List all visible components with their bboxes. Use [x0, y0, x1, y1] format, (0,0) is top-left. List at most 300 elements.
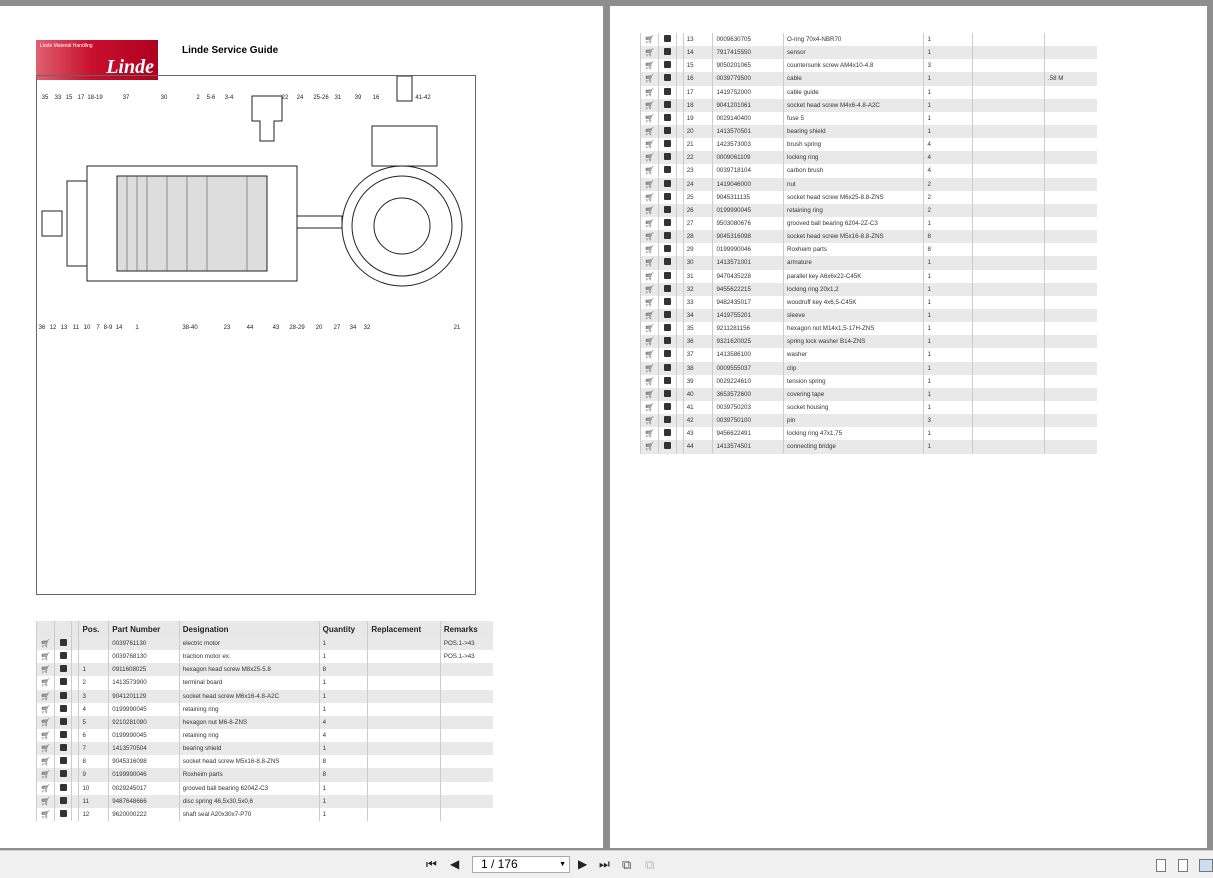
- two-page-view-icon[interactable]: [1199, 859, 1213, 872]
- previous-page-button[interactable]: ◀: [450, 857, 460, 871]
- bag-button[interactable]: [658, 191, 676, 204]
- table-cell: shaft seal A20x30x7-P70: [179, 808, 319, 821]
- table-cell: socket head screw M5x16-8.8-ZNS: [179, 755, 319, 768]
- table-cell: 22: [683, 151, 713, 164]
- callout-label: 44: [246, 325, 254, 331]
- table-cell: [972, 243, 1044, 256]
- table-cell: 25: [683, 191, 713, 204]
- column-header[interactable]: Replacement: [368, 621, 441, 637]
- bag-icon: [664, 88, 671, 95]
- add-to-cart-button[interactable]: [37, 742, 55, 755]
- callout-label: 24: [296, 95, 304, 101]
- table-cell: [972, 388, 1044, 401]
- table-cell: [1044, 375, 1097, 388]
- add-to-cart-button[interactable]: [37, 637, 55, 650]
- bag-icon: [664, 127, 671, 134]
- spacer-cell: [676, 217, 683, 230]
- add-to-cart-button[interactable]: [641, 59, 659, 72]
- table-cell: connecting bridge: [784, 440, 924, 453]
- cart-icon: 🛒︎: [40, 717, 51, 727]
- table-cell: [1044, 151, 1097, 164]
- bag-button[interactable]: [658, 427, 676, 440]
- spacer-cell: [676, 178, 683, 191]
- page-number-select[interactable]: [472, 856, 570, 873]
- spacer-cell: [72, 795, 79, 808]
- cart-icon: 🛒︎: [644, 297, 655, 307]
- add-to-cart-button[interactable]: [37, 755, 55, 768]
- column-header[interactable]: Pos.: [79, 621, 109, 637]
- table-cell: 1: [924, 296, 972, 309]
- table-cell: 0029245017: [109, 782, 180, 795]
- table-row: [641, 375, 1098, 388]
- table-cell: 9210281090: [109, 716, 180, 729]
- table-cell: [972, 427, 1044, 440]
- add-to-cart-button[interactable]: [641, 72, 659, 85]
- table-cell: pin: [784, 414, 924, 427]
- table-row: [641, 401, 1098, 414]
- copy-page-icon[interactable]: ⧉: [645, 857, 655, 872]
- bag-icon: [664, 245, 671, 252]
- callout-label: 31: [334, 95, 342, 101]
- bag-icon: [664, 364, 671, 371]
- cart-icon: 🛒︎: [644, 271, 655, 281]
- table-cell: [972, 375, 1044, 388]
- add-to-cart-button[interactable]: [641, 151, 659, 164]
- bag-button[interactable]: [658, 270, 676, 283]
- spacer-cell: [676, 283, 683, 296]
- add-to-cart-button[interactable]: [641, 138, 659, 151]
- table-cell: [1044, 86, 1097, 99]
- table-cell: [368, 676, 441, 689]
- table-cell: 32: [683, 283, 713, 296]
- add-to-cart-button[interactable]: [641, 335, 659, 348]
- spacer-cell: [676, 270, 683, 283]
- bag-icon: [60, 744, 67, 751]
- bag-button[interactable]: [54, 729, 72, 742]
- spacer-cell: [72, 703, 79, 716]
- add-to-cart-button[interactable]: [641, 33, 659, 46]
- table-cell: 0009630705: [713, 33, 784, 46]
- spacer-cell: [676, 72, 683, 85]
- table-cell: [368, 690, 441, 703]
- table-row: [641, 230, 1098, 243]
- table-cell: [1044, 217, 1097, 230]
- table-row: [641, 138, 1098, 151]
- bag-button[interactable]: [54, 663, 72, 676]
- add-to-cart-button[interactable]: [37, 795, 55, 808]
- table-cell: bearing shield: [784, 125, 924, 138]
- table-cell: cable: [784, 72, 924, 85]
- spacer-cell: [72, 729, 79, 742]
- table-cell: [972, 72, 1044, 85]
- add-to-cart-button[interactable]: [641, 401, 659, 414]
- table-cell: 4: [924, 164, 972, 177]
- table-cell: cable guide: [784, 86, 924, 99]
- table-cell: Roxheim parts: [784, 243, 924, 256]
- table-cell: 0009061109: [713, 151, 784, 164]
- table-cell: 29: [683, 243, 713, 256]
- bag-icon: [664, 61, 671, 68]
- table-cell: [972, 270, 1044, 283]
- table-cell: [972, 138, 1044, 151]
- table-cell: 19: [683, 112, 713, 125]
- spacer-cell: [676, 138, 683, 151]
- add-to-cart-button[interactable]: [37, 716, 55, 729]
- bag-button[interactable]: [54, 690, 72, 703]
- callout-label: 11: [72, 325, 80, 331]
- bag-button[interactable]: [658, 243, 676, 256]
- table-cell: 1: [319, 637, 368, 650]
- bag-icon: [60, 705, 67, 712]
- table-cell: 30: [683, 256, 713, 269]
- bag-button[interactable]: [658, 401, 676, 414]
- table-cell: 0039779500: [713, 72, 784, 85]
- cart-icon: 🛒︎: [644, 140, 655, 150]
- bag-button[interactable]: [658, 33, 676, 46]
- table-cell: [1044, 243, 1097, 256]
- bag-button[interactable]: [658, 164, 676, 177]
- parts-table: [36, 621, 493, 821]
- table-cell: [1044, 164, 1097, 177]
- next-page-button[interactable]: ▶: [578, 857, 588, 871]
- table-cell: 16: [683, 72, 713, 85]
- table-cell: 41: [683, 401, 713, 414]
- table-cell: 1423573003: [713, 138, 784, 151]
- table-cell: parallel key A6x6x22-C45K: [784, 270, 924, 283]
- table-row: [641, 59, 1098, 72]
- add-to-cart-button[interactable]: [641, 440, 659, 453]
- add-to-cart-button[interactable]: [641, 230, 659, 243]
- add-to-cart-button[interactable]: [641, 283, 659, 296]
- bag-button[interactable]: [54, 742, 72, 755]
- table-cell: clip: [784, 362, 924, 375]
- bag-button[interactable]: [54, 703, 72, 716]
- add-to-cart-button[interactable]: [37, 808, 55, 821]
- table-cell: [1044, 270, 1097, 283]
- table-cell: [368, 742, 441, 755]
- table-cell: [440, 782, 493, 795]
- table-cell: carbon brush: [784, 164, 924, 177]
- table-row: [37, 729, 494, 742]
- table-cell: [1044, 112, 1097, 125]
- table-cell: 9455622215: [713, 283, 784, 296]
- table-cell: 1: [924, 46, 972, 59]
- add-to-cart-button[interactable]: [641, 296, 659, 309]
- pdf-page-2: [610, 6, 1207, 848]
- bag-button[interactable]: [658, 125, 676, 138]
- table-cell: [368, 650, 441, 663]
- bag-icon: [664, 377, 671, 384]
- spacer-cell: [676, 322, 683, 335]
- column-header[interactable]: Part Number: [109, 621, 180, 637]
- spacer-cell: [676, 375, 683, 388]
- table-cell: 15: [683, 59, 713, 72]
- first-page-button[interactable]: ⏮: [426, 857, 437, 871]
- table-cell: [368, 782, 441, 795]
- table-cell: 2: [924, 178, 972, 191]
- bag-button[interactable]: [54, 637, 72, 650]
- table-cell: 4: [319, 716, 368, 729]
- rotate-page-icon[interactable]: ⧉: [622, 857, 632, 872]
- table-cell: [1044, 178, 1097, 191]
- table-header: [37, 621, 494, 637]
- add-to-cart-button[interactable]: [641, 178, 659, 191]
- table-cell: sensor: [784, 46, 924, 59]
- cart-icon: 🛒︎: [40, 796, 51, 806]
- column-header[interactable]: Designation: [179, 621, 319, 637]
- spacer-cell: [676, 191, 683, 204]
- bag-button[interactable]: [658, 86, 676, 99]
- cart-icon: 🛒︎: [644, 350, 655, 360]
- table-cell: 2: [924, 204, 972, 217]
- table-cell: [1044, 59, 1097, 72]
- bag-icon: [60, 810, 67, 817]
- bag-button[interactable]: [658, 178, 676, 191]
- table-cell: [972, 86, 1044, 99]
- table-row: [641, 322, 1098, 335]
- bag-icon: [664, 429, 671, 436]
- bag-button[interactable]: [54, 716, 72, 729]
- table-cell: armature: [784, 256, 924, 269]
- add-to-cart-button[interactable]: [641, 256, 659, 269]
- spacer-cell: [676, 243, 683, 256]
- cart-icon: 🛒︎: [644, 100, 655, 110]
- add-to-cart-button[interactable]: [37, 676, 55, 689]
- add-to-cart-button[interactable]: [641, 204, 659, 217]
- bag-icon: [664, 140, 671, 147]
- table-cell: 1: [924, 99, 972, 112]
- table-row: [641, 204, 1098, 217]
- add-to-cart-button[interactable]: [641, 322, 659, 335]
- bag-button[interactable]: [54, 676, 72, 689]
- table-cell: [440, 729, 493, 742]
- column-header[interactable]: Remarks: [440, 621, 493, 637]
- cart-icon: 🛒︎: [644, 74, 655, 84]
- bag-icon: [664, 153, 671, 160]
- table-cell: 4: [924, 138, 972, 151]
- table-cell: locking ring: [784, 151, 924, 164]
- add-to-cart-button[interactable]: [37, 782, 55, 795]
- table-row: [641, 283, 1098, 296]
- bag-button[interactable]: [658, 414, 676, 427]
- add-to-cart-button[interactable]: [641, 243, 659, 256]
- table-cell: 1: [924, 86, 972, 99]
- table-cell: 1: [924, 375, 972, 388]
- bag-button[interactable]: [54, 808, 72, 821]
- bag-icon: [664, 403, 671, 410]
- bag-button[interactable]: [658, 59, 676, 72]
- bag-icon: [664, 337, 671, 344]
- bag-button[interactable]: [54, 650, 72, 663]
- table-cell: 1413570504: [109, 742, 180, 755]
- table-cell: 1: [924, 427, 972, 440]
- table-cell: 6: [79, 729, 109, 742]
- table-cell: [1044, 99, 1097, 112]
- bag-button[interactable]: [658, 230, 676, 243]
- bag-button[interactable]: [658, 296, 676, 309]
- table-cell: 0199990045: [713, 204, 784, 217]
- table-cell: [972, 112, 1044, 125]
- cart-icon: 🛒︎: [40, 809, 51, 819]
- table-cell: 1: [319, 650, 368, 663]
- table-cell: 10: [79, 782, 109, 795]
- bag-button[interactable]: [658, 217, 676, 230]
- callout-label: 16: [372, 95, 380, 101]
- bag-button[interactable]: [658, 335, 676, 348]
- table-row: [641, 296, 1098, 309]
- bag-button[interactable]: [54, 755, 72, 768]
- bag-button[interactable]: [658, 309, 676, 322]
- bag-button[interactable]: [54, 782, 72, 795]
- table-cell: [1044, 362, 1097, 375]
- table-row: [641, 362, 1098, 375]
- bag-button[interactable]: [658, 362, 676, 375]
- add-to-cart-button[interactable]: [641, 191, 659, 204]
- add-to-cart-button[interactable]: [641, 99, 659, 112]
- table-cell: 1: [924, 270, 972, 283]
- bag-button[interactable]: [658, 283, 676, 296]
- table-cell: 9456622491: [713, 427, 784, 440]
- bag-button[interactable]: [658, 151, 676, 164]
- table-cell: socket head screw M4x6-4.8-A2C: [784, 99, 924, 112]
- add-to-cart-button[interactable]: [641, 270, 659, 283]
- callout-label: 10: [83, 325, 91, 331]
- add-to-cart-button[interactable]: [37, 650, 55, 663]
- callout-label: 22: [281, 95, 289, 101]
- bag-icon: [60, 692, 67, 699]
- table-cell: 1: [319, 742, 368, 755]
- bag-icon: [60, 784, 67, 791]
- add-to-cart-button[interactable]: [641, 427, 659, 440]
- table-cell: 1: [924, 112, 972, 125]
- bag-button[interactable]: [658, 375, 676, 388]
- table-cell: [368, 663, 441, 676]
- bag-button[interactable]: [658, 322, 676, 335]
- bag-button[interactable]: [658, 256, 676, 269]
- add-to-cart-button[interactable]: [37, 703, 55, 716]
- bag-icon: [664, 206, 671, 213]
- table-cell: hexagon nut M14x1,5-17H-ZNS: [784, 322, 924, 335]
- table-cell: covering tape: [784, 388, 924, 401]
- bag-icon: [664, 416, 671, 423]
- table-cell: POS.1->43: [440, 650, 493, 663]
- add-to-cart-button[interactable]: [37, 663, 55, 676]
- add-to-cart-button[interactable]: [641, 309, 659, 322]
- add-to-cart-button[interactable]: [37, 768, 55, 781]
- bag-button[interactable]: [658, 204, 676, 217]
- bag-button[interactable]: [658, 112, 676, 125]
- add-to-cart-button[interactable]: [641, 86, 659, 99]
- table-cell: 40: [683, 388, 713, 401]
- spacer-cell: [676, 401, 683, 414]
- cart-icon: 🛒︎: [644, 258, 655, 268]
- spacer-cell: [72, 742, 79, 755]
- spacer-cell: [72, 808, 79, 821]
- table-cell: [1044, 309, 1097, 322]
- add-to-cart-button[interactable]: [641, 217, 659, 230]
- bag-button[interactable]: [54, 768, 72, 781]
- bag-button[interactable]: [658, 72, 676, 85]
- table-cell: 0039761130: [109, 637, 180, 650]
- table-cell: 23: [683, 164, 713, 177]
- table-cell: 1: [924, 256, 972, 269]
- bag-icon: [60, 639, 67, 646]
- add-to-cart-button[interactable]: [641, 46, 659, 59]
- callout-label: 36: [38, 325, 46, 331]
- table-cell: [440, 808, 493, 821]
- table-row: [37, 703, 494, 716]
- bag-button[interactable]: [658, 46, 676, 59]
- table-cell: 39: [683, 375, 713, 388]
- bag-button[interactable]: [658, 388, 676, 401]
- table-cell: [972, 33, 1044, 46]
- table-row: [641, 125, 1098, 138]
- table-cell: O-ring 70x4-NBR70: [784, 33, 924, 46]
- spacer-cell: [676, 256, 683, 269]
- bag-button[interactable]: [54, 795, 72, 808]
- spacer-cell: [676, 151, 683, 164]
- table-cell: socket head screw M5x16-8.8-ZNS: [784, 230, 924, 243]
- bag-icon: [664, 272, 671, 279]
- cart-icon: 🛒︎: [644, 232, 655, 242]
- spacer-cell: [72, 676, 79, 689]
- bag-icon: [60, 652, 67, 659]
- add-to-cart-button[interactable]: [37, 690, 55, 703]
- cart-icon: 🛒︎: [40, 678, 51, 688]
- add-to-cart-button[interactable]: [641, 112, 659, 125]
- table-cell: 28: [683, 230, 713, 243]
- bag-button[interactable]: [658, 348, 676, 361]
- table-cell: [79, 650, 109, 663]
- single-page-view-icon[interactable]: [1156, 859, 1166, 872]
- spacer-cell: [72, 755, 79, 768]
- table-cell: 1: [319, 676, 368, 689]
- add-to-cart-button[interactable]: [641, 125, 659, 138]
- spacer-cell: [676, 309, 683, 322]
- table-cell: 7: [79, 742, 109, 755]
- table-cell: [1044, 191, 1097, 204]
- add-to-cart-button[interactable]: [641, 348, 659, 361]
- table-cell: 9045316098: [713, 230, 784, 243]
- add-to-cart-button[interactable]: [641, 375, 659, 388]
- cart-icon: 🛒︎: [644, 337, 655, 347]
- table-cell: locking ring 20x1,2: [784, 283, 924, 296]
- bag-icon: [60, 731, 67, 738]
- bag-icon: [664, 219, 671, 226]
- pdf-toolbar: [0, 850, 1213, 878]
- column-header[interactable]: Quantity: [319, 621, 368, 637]
- add-to-cart-button[interactable]: [641, 414, 659, 427]
- cart-icon: 🛒︎: [644, 35, 655, 45]
- table-cell: locking ring 47x1,75: [784, 427, 924, 440]
- bag-button[interactable]: [658, 99, 676, 112]
- bag-button[interactable]: [658, 440, 676, 453]
- table-cell: [1044, 414, 1097, 427]
- continuous-view-icon[interactable]: [1178, 859, 1188, 872]
- add-to-cart-button[interactable]: [641, 388, 659, 401]
- table-cell: 3: [924, 59, 972, 72]
- add-to-cart-button[interactable]: [37, 729, 55, 742]
- add-to-cart-button[interactable]: [641, 362, 659, 375]
- spacer-cell: [676, 427, 683, 440]
- table-cell: 1: [319, 690, 368, 703]
- bag-button[interactable]: [658, 138, 676, 151]
- bag-icon: [664, 285, 671, 292]
- add-to-cart-button[interactable]: [641, 164, 659, 177]
- table-cell: [972, 309, 1044, 322]
- table-cell: 4: [79, 703, 109, 716]
- last-page-button[interactable]: ⏭: [599, 857, 610, 871]
